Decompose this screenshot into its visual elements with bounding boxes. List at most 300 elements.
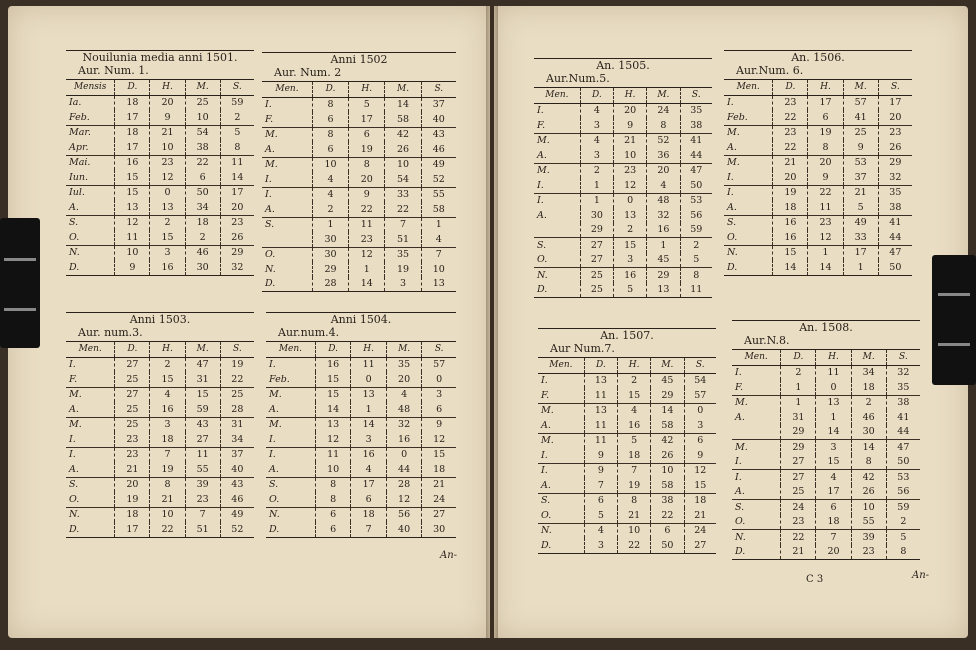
value-cell: 2 bbox=[220, 110, 254, 125]
table-row bbox=[66, 185, 254, 200]
value-cell: 21 bbox=[618, 508, 651, 523]
value-cell: 19 bbox=[220, 357, 254, 372]
value-cell: 20 bbox=[878, 110, 912, 125]
value-cell: 9 bbox=[808, 170, 843, 185]
value-cell: 21 bbox=[115, 462, 150, 477]
value-cell: 10 bbox=[115, 245, 150, 260]
table-row bbox=[538, 493, 716, 508]
table-title-line1: Anni 1503. bbox=[129, 313, 191, 326]
value-cell: 53 bbox=[886, 470, 920, 485]
column-header: M. bbox=[185, 342, 220, 358]
value-cell: 58 bbox=[421, 202, 456, 217]
value-cell: 9 bbox=[349, 187, 385, 202]
value-cell: 11 bbox=[584, 433, 617, 448]
value-cell: 17 bbox=[115, 522, 150, 537]
value-cell: 41 bbox=[680, 133, 712, 148]
value-cell: 18 bbox=[115, 507, 150, 522]
value-cell: 3 bbox=[422, 387, 456, 402]
table-row bbox=[732, 425, 920, 440]
table-row bbox=[724, 95, 912, 110]
month-cell: N. bbox=[538, 523, 584, 538]
month-cell: O. bbox=[537, 254, 548, 266]
value-cell: 38 bbox=[878, 200, 912, 215]
column-header: D. bbox=[115, 342, 150, 358]
month-cell: A. bbox=[727, 141, 737, 153]
value-cell: 31 bbox=[220, 417, 254, 432]
month-cell: N. bbox=[265, 263, 276, 275]
month-cell: M. bbox=[534, 133, 580, 148]
table-row bbox=[534, 208, 712, 223]
value-cell: 48 bbox=[647, 193, 680, 208]
value-cell: 1 bbox=[781, 395, 816, 410]
value-cell: 16 bbox=[150, 260, 185, 275]
value-cell: 22 bbox=[349, 202, 385, 217]
value-cell: 11 bbox=[315, 447, 350, 462]
table-row bbox=[66, 155, 254, 170]
value-cell: 10 bbox=[312, 157, 348, 172]
month-cell: A. bbox=[537, 149, 547, 161]
value-cell: 16 bbox=[618, 418, 651, 433]
value-cell: 23 bbox=[878, 125, 912, 140]
column-header: D. bbox=[580, 88, 613, 104]
table-row bbox=[534, 118, 712, 133]
month-cell: S. bbox=[732, 500, 781, 515]
value-cell: 9 bbox=[614, 118, 647, 133]
value-cell: 2 bbox=[618, 373, 651, 388]
value-cell: 23 bbox=[115, 447, 150, 462]
month-cell: F. bbox=[69, 373, 78, 385]
value-cell: 7 bbox=[150, 447, 185, 462]
value-cell: 4 bbox=[312, 187, 348, 202]
value-cell: 51 bbox=[185, 522, 220, 537]
value-cell: 19 bbox=[773, 185, 808, 200]
value-cell: 23 bbox=[781, 515, 816, 530]
value-cell: 2 bbox=[150, 357, 185, 372]
value-cell: 10 bbox=[618, 523, 651, 538]
value-cell: 39 bbox=[185, 477, 220, 492]
value-cell: 6 bbox=[422, 402, 456, 417]
value-cell: 4 bbox=[580, 133, 613, 148]
column-header: Men. bbox=[534, 88, 580, 104]
value-cell: 14 bbox=[385, 97, 421, 112]
table-row bbox=[66, 387, 254, 402]
value-cell: 10 bbox=[150, 140, 185, 155]
value-cell: 10 bbox=[651, 463, 684, 478]
table-row bbox=[534, 223, 712, 238]
lunation-table bbox=[66, 341, 254, 538]
binder-clip-right bbox=[932, 255, 976, 385]
value-cell: 1 bbox=[312, 217, 348, 232]
value-cell: 16 bbox=[150, 402, 185, 417]
table-row bbox=[262, 97, 456, 112]
value-cell: 15 bbox=[422, 447, 456, 462]
month-cell: N. bbox=[266, 507, 315, 522]
value-cell: 37 bbox=[843, 170, 878, 185]
value-cell: 15 bbox=[185, 387, 220, 402]
value-cell: 2 bbox=[851, 395, 886, 410]
table-row bbox=[732, 395, 920, 410]
column-header: H. bbox=[614, 88, 647, 104]
column-header: S. bbox=[886, 350, 920, 366]
value-cell: 21 bbox=[773, 155, 808, 170]
month-cell: N. bbox=[724, 245, 773, 260]
table-row bbox=[66, 140, 254, 155]
value-cell: 8 bbox=[647, 118, 680, 133]
value-cell: 26 bbox=[220, 230, 254, 245]
value-cell: 9 bbox=[422, 417, 456, 432]
value-cell: 11 bbox=[808, 200, 843, 215]
value-cell: 50 bbox=[651, 538, 684, 553]
value-cell: 8 bbox=[150, 477, 185, 492]
value-cell: 30 bbox=[851, 425, 886, 440]
value-cell: 9 bbox=[843, 140, 878, 155]
table-row bbox=[66, 215, 254, 230]
month-cell: O. bbox=[541, 509, 552, 521]
month-cell: Feb. bbox=[69, 111, 90, 123]
value-cell: 34 bbox=[220, 432, 254, 447]
table-row bbox=[66, 522, 254, 537]
value-cell: 4 bbox=[312, 172, 348, 187]
month-cell: M. bbox=[262, 127, 312, 142]
value-cell: 22 bbox=[618, 538, 651, 553]
value-cell: 34 bbox=[851, 365, 886, 380]
column-header: M. bbox=[647, 88, 680, 104]
table-row bbox=[266, 462, 456, 477]
value-cell: 53 bbox=[843, 155, 878, 170]
value-cell: 6 bbox=[312, 112, 348, 127]
table-row bbox=[266, 447, 456, 462]
month-cell: F. bbox=[265, 113, 274, 125]
value-cell: 50 bbox=[185, 185, 220, 200]
table-row bbox=[66, 230, 254, 245]
table-row bbox=[724, 200, 912, 215]
month-cell bbox=[732, 425, 781, 440]
value-cell: 3 bbox=[614, 253, 647, 268]
value-cell: 17 bbox=[351, 477, 386, 492]
table-title bbox=[262, 52, 456, 79]
value-cell: 32 bbox=[886, 365, 920, 380]
value-cell: 6 bbox=[651, 523, 684, 538]
value-cell: 44 bbox=[878, 230, 912, 245]
table-row bbox=[266, 387, 456, 402]
lunation-table bbox=[266, 341, 456, 538]
value-cell: 16 bbox=[647, 223, 680, 238]
value-cell: 26 bbox=[851, 485, 886, 500]
value-cell: 2 bbox=[580, 163, 613, 178]
table-row bbox=[266, 417, 456, 432]
value-cell: 6 bbox=[312, 142, 348, 157]
table-row bbox=[732, 440, 920, 455]
table-title-line2: Aur.Num.5. bbox=[546, 72, 610, 85]
column-header: H. bbox=[150, 342, 185, 358]
value-cell: 20 bbox=[386, 372, 421, 387]
table-row bbox=[66, 417, 254, 432]
value-cell: 22 bbox=[773, 140, 808, 155]
value-cell: 51 bbox=[385, 232, 421, 247]
value-cell: 31 bbox=[781, 410, 816, 425]
month-cell: F. bbox=[537, 119, 546, 131]
value-cell: 14 bbox=[349, 277, 385, 292]
value-cell: 3 bbox=[150, 245, 185, 260]
value-cell: 18 bbox=[150, 432, 185, 447]
value-cell: 25 bbox=[185, 95, 220, 110]
value-cell: 22 bbox=[150, 522, 185, 537]
value-cell: 59 bbox=[220, 95, 254, 110]
value-cell: 21 bbox=[843, 185, 878, 200]
value-cell: 23 bbox=[773, 95, 808, 110]
month-cell: S. bbox=[724, 215, 773, 230]
table-row bbox=[534, 178, 712, 193]
value-cell: 15 bbox=[150, 230, 185, 245]
value-cell: 17 bbox=[115, 110, 150, 125]
table-row bbox=[724, 260, 912, 275]
month-cell: N. bbox=[66, 507, 115, 522]
value-cell: 5 bbox=[220, 125, 254, 140]
month-cell: D. bbox=[534, 283, 580, 298]
table-row bbox=[66, 402, 254, 417]
value-cell: 2 bbox=[150, 215, 185, 230]
value-cell: 41 bbox=[878, 215, 912, 230]
month-cell: O. bbox=[727, 231, 738, 243]
table-row bbox=[538, 448, 716, 463]
column-header: S. bbox=[220, 80, 254, 96]
value-cell: 41 bbox=[886, 410, 920, 425]
value-cell: 10 bbox=[150, 507, 185, 522]
value-cell: 56 bbox=[886, 485, 920, 500]
column-header: D. bbox=[773, 80, 808, 96]
value-cell: 17 bbox=[878, 95, 912, 110]
table-title-line2: Aur Num.7. bbox=[550, 342, 615, 355]
value-cell: 1 bbox=[843, 260, 878, 275]
value-cell: 6 bbox=[349, 127, 385, 142]
month-cell: Feb. bbox=[269, 373, 290, 385]
value-cell: 46 bbox=[185, 245, 220, 260]
value-cell: 10 bbox=[185, 110, 220, 125]
value-cell: 25 bbox=[115, 402, 150, 417]
table-row bbox=[262, 157, 456, 172]
value-cell: 21 bbox=[150, 125, 185, 140]
value-cell: 13 bbox=[614, 208, 647, 223]
value-cell: 25 bbox=[115, 417, 150, 432]
month-cell: N. bbox=[732, 530, 781, 545]
month-cell: I. bbox=[534, 193, 580, 208]
value-cell: 50 bbox=[878, 260, 912, 275]
value-cell: 14 bbox=[651, 403, 684, 418]
value-cell: 17 bbox=[220, 185, 254, 200]
value-cell: 14 bbox=[315, 402, 350, 417]
value-cell: 50 bbox=[886, 455, 920, 470]
value-cell: 32 bbox=[647, 208, 680, 223]
month-cell: A. bbox=[69, 201, 79, 213]
book-gutter bbox=[486, 6, 498, 638]
value-cell: 32 bbox=[220, 260, 254, 275]
column-header: H. bbox=[816, 350, 851, 366]
value-cell: 17 bbox=[843, 245, 878, 260]
value-cell: 44 bbox=[680, 148, 712, 163]
table-title bbox=[534, 58, 712, 85]
value-cell: 7 bbox=[816, 530, 851, 545]
month-cell: M. bbox=[66, 417, 115, 432]
value-cell: 18 bbox=[115, 125, 150, 140]
lunation-table bbox=[732, 349, 920, 560]
value-cell: 27 bbox=[580, 238, 613, 253]
table-row bbox=[538, 388, 716, 403]
month-cell: A. bbox=[735, 486, 745, 498]
value-cell: 21 bbox=[150, 492, 185, 507]
value-cell: 29 bbox=[647, 268, 680, 283]
column-header: H. bbox=[618, 358, 651, 374]
value-cell: 1 bbox=[349, 262, 385, 277]
table-row bbox=[262, 232, 456, 247]
value-cell: 34 bbox=[185, 200, 220, 215]
month-cell: N. bbox=[534, 268, 580, 283]
table-row bbox=[732, 470, 920, 485]
value-cell: 9 bbox=[115, 260, 150, 275]
month-cell: M. bbox=[732, 395, 781, 410]
month-cell: Feb. bbox=[727, 111, 748, 123]
value-cell: 47 bbox=[680, 163, 712, 178]
value-cell: 4 bbox=[421, 232, 456, 247]
value-cell: 19 bbox=[808, 125, 843, 140]
value-cell: 59 bbox=[886, 500, 920, 515]
table-title-line1: An. 1507. bbox=[600, 329, 654, 342]
value-cell: 12 bbox=[315, 432, 350, 447]
value-cell: 13 bbox=[150, 200, 185, 215]
value-cell: 16 bbox=[351, 447, 386, 462]
value-cell: 6 bbox=[816, 500, 851, 515]
value-cell: 52 bbox=[647, 133, 680, 148]
month-cell: Mai. bbox=[66, 155, 115, 170]
month-cell: I. bbox=[537, 105, 544, 117]
month-cell: I. bbox=[735, 456, 742, 468]
month-cell: O. bbox=[262, 247, 312, 262]
column-header: H. bbox=[808, 80, 843, 96]
value-cell: 49 bbox=[843, 215, 878, 230]
value-cell: 2 bbox=[312, 202, 348, 217]
value-cell: 24 bbox=[647, 103, 680, 118]
value-cell: 15 bbox=[618, 388, 651, 403]
value-cell: 4 bbox=[150, 387, 185, 402]
column-header: D. bbox=[584, 358, 617, 374]
value-cell: 52 bbox=[220, 522, 254, 537]
signature-mark: C 3 bbox=[806, 574, 824, 585]
value-cell: 11 bbox=[351, 357, 386, 372]
value-cell: 14 bbox=[851, 440, 886, 455]
value-cell: 40 bbox=[220, 462, 254, 477]
value-cell: 38 bbox=[680, 118, 712, 133]
value-cell: 1 bbox=[816, 410, 851, 425]
value-cell: 11 bbox=[816, 365, 851, 380]
value-cell: 22 bbox=[773, 110, 808, 125]
column-header: M. bbox=[843, 80, 878, 96]
table-title-line1: Anni 1504. bbox=[330, 313, 392, 326]
value-cell: 33 bbox=[385, 187, 421, 202]
value-cell: 0 bbox=[150, 185, 185, 200]
value-cell: 8 bbox=[312, 127, 348, 142]
value-cell: 15 bbox=[684, 478, 716, 493]
table-row bbox=[266, 372, 456, 387]
value-cell: 41 bbox=[843, 110, 878, 125]
value-cell: 15 bbox=[773, 245, 808, 260]
table-row bbox=[538, 508, 716, 523]
value-cell: 38 bbox=[886, 395, 920, 410]
table-row bbox=[66, 462, 254, 477]
column-header: M. bbox=[651, 358, 684, 374]
value-cell: 13 bbox=[351, 387, 386, 402]
value-cell: 55 bbox=[851, 515, 886, 530]
value-cell: 2 bbox=[886, 515, 920, 530]
month-cell: A. bbox=[265, 143, 275, 155]
column-header: S. bbox=[878, 80, 912, 96]
table-row bbox=[534, 148, 712, 163]
column-header: M. bbox=[851, 350, 886, 366]
value-cell: 1 bbox=[580, 178, 613, 193]
table-row bbox=[262, 202, 456, 217]
value-cell: 4 bbox=[580, 103, 613, 118]
value-cell: 7 bbox=[185, 507, 220, 522]
value-cell: 20 bbox=[773, 170, 808, 185]
column-header: H. bbox=[150, 80, 185, 96]
value-cell: 21 bbox=[684, 508, 716, 523]
month-cell: D. bbox=[266, 522, 315, 537]
value-cell: 27 bbox=[115, 387, 150, 402]
month-cell: S. bbox=[538, 493, 584, 508]
value-cell: 25 bbox=[220, 387, 254, 402]
month-cell: M. bbox=[534, 163, 580, 178]
table-row bbox=[66, 447, 254, 462]
value-cell: 10 bbox=[315, 462, 350, 477]
value-cell: 0 bbox=[386, 447, 421, 462]
table-row bbox=[732, 365, 920, 380]
value-cell: 11 bbox=[584, 418, 617, 433]
table-row bbox=[724, 155, 912, 170]
value-cell: 58 bbox=[385, 112, 421, 127]
value-cell: 20 bbox=[349, 172, 385, 187]
value-cell: 8 bbox=[315, 492, 350, 507]
value-cell: 20 bbox=[647, 163, 680, 178]
value-cell: 20 bbox=[816, 545, 851, 560]
value-cell: 22 bbox=[651, 508, 684, 523]
table-row bbox=[266, 357, 456, 372]
value-cell: 56 bbox=[680, 208, 712, 223]
value-cell: 57 bbox=[843, 95, 878, 110]
value-cell: 12 bbox=[349, 247, 385, 262]
column-header: S. bbox=[422, 342, 456, 358]
column-header: S. bbox=[421, 82, 456, 98]
table-row bbox=[66, 507, 254, 522]
value-cell: 25 bbox=[580, 268, 613, 283]
lunation-table bbox=[66, 79, 254, 276]
table-row bbox=[534, 103, 712, 118]
table-row bbox=[538, 433, 716, 448]
value-cell: 3 bbox=[580, 118, 613, 133]
table-row bbox=[262, 277, 456, 292]
table-row bbox=[538, 418, 716, 433]
month-cell: A. bbox=[537, 209, 547, 221]
value-cell: 1 bbox=[808, 245, 843, 260]
table-row bbox=[262, 172, 456, 187]
value-cell: 26 bbox=[385, 142, 421, 157]
table-row bbox=[262, 217, 456, 232]
month-cell: I. bbox=[735, 367, 742, 379]
table-row bbox=[538, 373, 716, 388]
column-header: Men. bbox=[724, 80, 773, 96]
value-cell: 42 bbox=[851, 470, 886, 485]
value-cell: 8 bbox=[808, 140, 843, 155]
month-cell: S. bbox=[66, 215, 115, 230]
value-cell: 11 bbox=[220, 155, 254, 170]
month-cell: D. bbox=[66, 522, 115, 537]
